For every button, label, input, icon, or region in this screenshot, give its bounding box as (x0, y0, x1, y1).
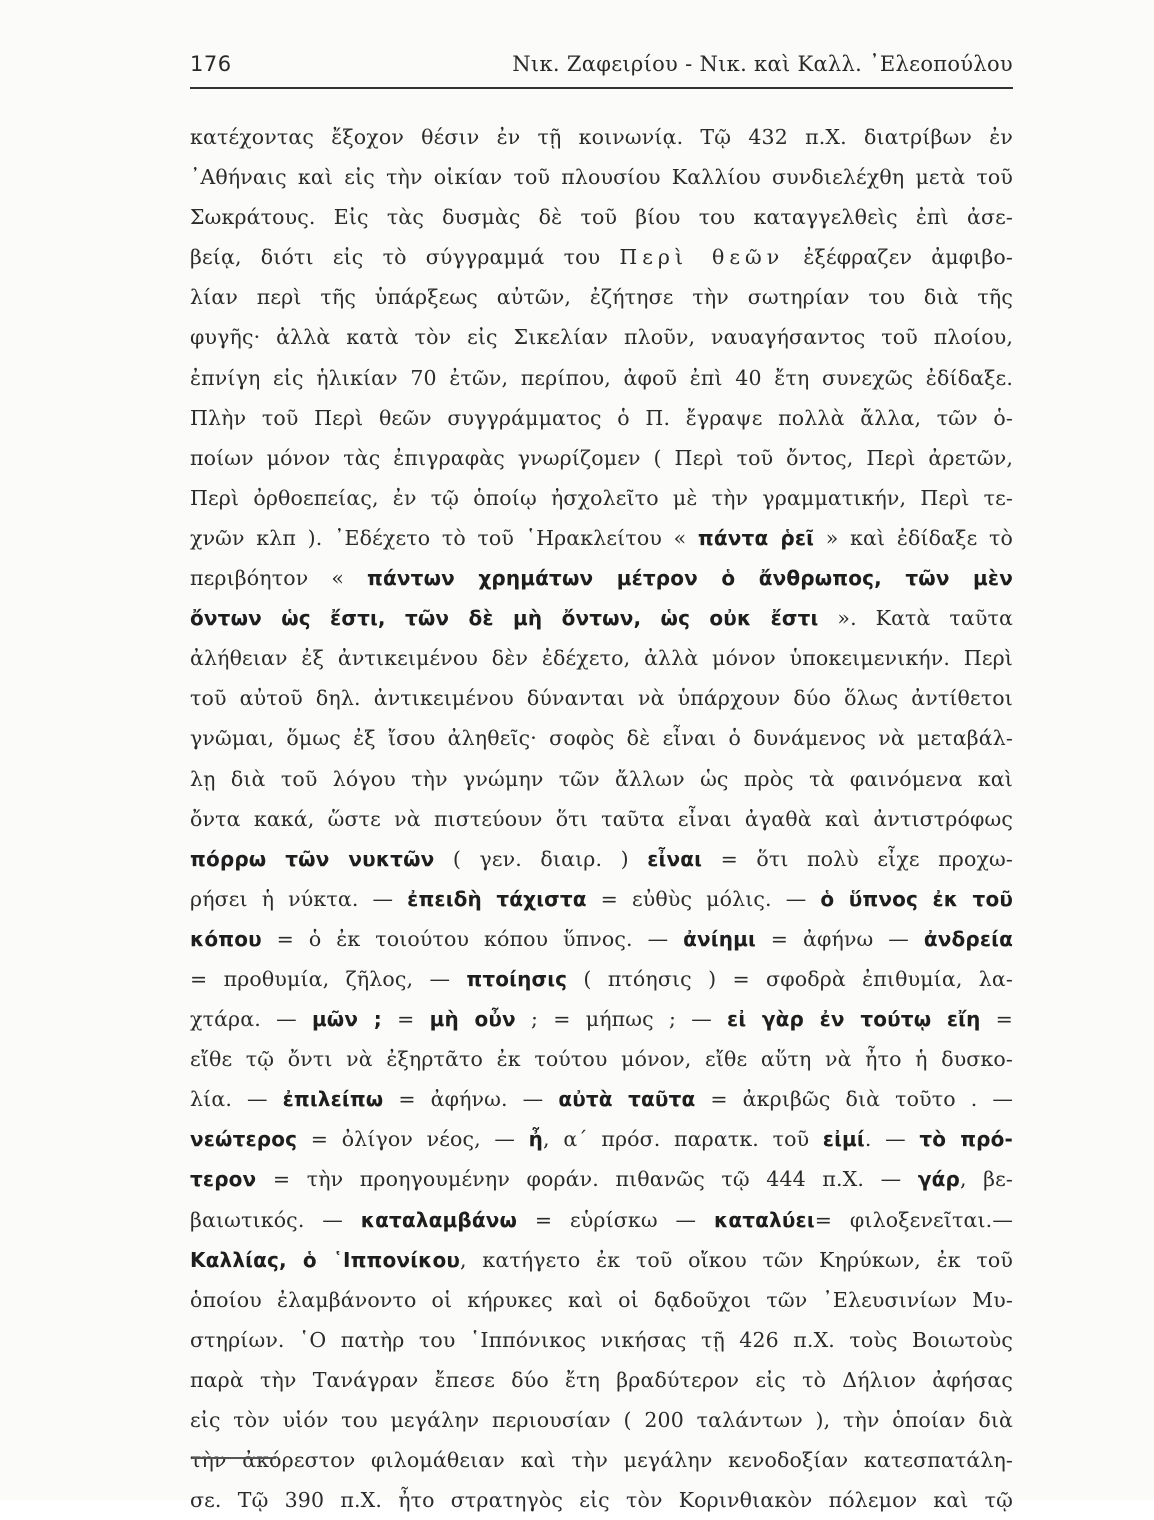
text-line (190, 678, 1013, 718)
text-run: ( πτόησις ) = σφοδρὰ ἐπιθυμία, λα- (567, 966, 1013, 991)
text-run: = (381, 1007, 430, 1032)
text-run: ( γεν. διαιρ. ) (434, 846, 648, 871)
text-line (190, 1280, 1013, 1320)
text-line (190, 959, 1013, 999)
running-head: Νικ. Ζαφειρίου - Νικ. καὶ Καλλ. ᾿Ελεοπούλου (512, 52, 1013, 76)
bold-term: πτοίησις (466, 966, 568, 991)
text-run: , βε- (959, 1167, 1013, 1192)
text-run: ἀλήθειαν ἐξ ἀντικειμένου δὲν ἐδέχετο, ἀλλὰ μόνον ὑποκειμενικήν. Περὶ (190, 646, 1013, 671)
bold-term: ἦ (528, 1127, 544, 1152)
text-run: = φιλοξενεῖται.— (814, 1207, 1014, 1232)
text-run: σε. Τῷ 390 π.Χ. ἦτο στρατηγὸς εἰς τὸν Κορινθιακὸν πόλεμον καὶ τῷ (190, 1488, 1013, 1513)
text-run: ρήσει ἡ νύκτα. — (190, 886, 408, 911)
text-line (190, 839, 1013, 879)
bold-term: ὁ ὕπνος ἐκ τοῦ (820, 886, 1013, 911)
text-line (190, 1480, 1013, 1520)
text-line (190, 718, 1013, 758)
bold-term: ἐπειδὴ τάχιστα (407, 886, 587, 911)
text-run: χτάρα. — (190, 1007, 312, 1032)
text-line (190, 518, 1013, 558)
text-run: = ἀφήνω. — (383, 1087, 559, 1112)
text-run: Σωκράτους. Εἰς τὰς δυσμὰς δὲ τοῦ βίου του καταγγελθεὶς ἐπὶ ἀσε- (190, 205, 1013, 230)
text-line (190, 598, 1013, 638)
text-run: = ἀφήνω — (755, 926, 924, 951)
text-line (190, 999, 1013, 1039)
text-line (190, 1200, 1013, 1240)
text-run: = ὅτι πολὺ εἶχε προχω- (702, 846, 1013, 871)
bold-term: αὐτὰ ταῦτα (558, 1087, 696, 1112)
text-run: ». Κατὰ ταῦτα (818, 606, 1013, 631)
text-line (190, 919, 1013, 959)
text-run: ὁποίου ἐλαμβάνοντο οἱ κήρυκες καὶ οἱ δᾳδοῦχοι τῶν ᾿Ελευσινίων Μυ- (190, 1287, 1013, 1312)
text-run: » καὶ ἐδίδαξε τὸ (814, 525, 1013, 550)
text-run: , κατήγετο ἐκ τοῦ οἴκου τῶν Κηρύκων, ἐκ τοῦ (460, 1247, 1014, 1272)
text-run: = προθυμία, ζῆλος, — (190, 966, 467, 991)
text-run: , α΄ πρόσ. παρατκ. τοῦ (543, 1127, 823, 1152)
text-run: φυγῆς· ἀλλὰ κατὰ τὸν εἰς Σικελίαν πλοῦν, ναυαγήσαντος τοῦ πλοίου, (190, 325, 1013, 350)
text-line (190, 1240, 1013, 1280)
text-line (190, 1079, 1013, 1119)
text-run: Περὶ ὀρθοεπείας, ἐν τῷ ὁποίῳ ἠσχολεῖτο μὲ τὴν γραμματικήν, Περὶ τε- (190, 485, 1013, 510)
text-line (190, 237, 1013, 277)
text-line (190, 1039, 1013, 1079)
text-run: χνῶν κλπ ). ᾿Εδέχετο τὸ τοῦ ῾Ηρακλείτου « (190, 525, 698, 550)
text-run: στηρίων. ῾Ο πατὴρ του ῾Ιππόνικος νικήσας τῇ 426 π.Χ. τοὺς Βοιωτοὺς (190, 1327, 1013, 1352)
spaced-title: Περὶ θεῶν (619, 245, 785, 270)
text-run: = ὀλίγον νέος, — (297, 1127, 529, 1152)
text-run: . — (864, 1127, 920, 1152)
text-run: περιβόητον « (190, 566, 368, 591)
text-line (190, 1119, 1013, 1159)
bold-term: εἰ γὰρ ἐν τούτῳ εἴη (727, 1007, 981, 1032)
text-run: ὄντα κακά, ὥστε νὰ πιστεύουν ὅτι ταῦτα εἶναι ἀγαθὰ καὶ ἀντιστρόφως (190, 806, 1013, 831)
text-line (190, 558, 1013, 598)
text-run: ; = μήπως ; — (515, 1007, 728, 1032)
text-line (190, 1159, 1013, 1199)
text-run: τοῦ αὐτοῦ δηλ. ἀντικειμένου δύνανται νὰ ὑπάρχουν δύο ὅλως ἀντίθετοι (190, 686, 1013, 711)
text-run: βαιωτικός. — (190, 1207, 361, 1232)
bold-term: ὄντων ὡς ἔστι, τῶν δὲ μὴ ὄντων, ὡς οὐκ ἔστι (190, 606, 819, 631)
bold-term: τὸ πρό- (919, 1127, 1013, 1152)
text-line (190, 879, 1013, 919)
bold-term: πάντα ῥεῖ (697, 525, 815, 550)
text-line (190, 197, 1013, 237)
bold-term: εἶναι (647, 846, 703, 871)
bold-term: πόρρω τῶν νυκτῶν (190, 846, 435, 871)
header-rule (190, 87, 1013, 89)
text-run: εἰς τὸν υἱόν του μεγάλην περιουσίαν ( 200 ταλάντων ), τὴν ὁποίαν διὰ (190, 1408, 1013, 1432)
text-run: = εὑρίσκω — (517, 1207, 715, 1232)
page-header (190, 52, 1013, 92)
text-run: = εὐθὺς μόλις. — (586, 886, 821, 911)
text-run: κατέχοντας ἔξοχον θέσιν ἐν τῇ κοινωνίᾳ. Τῷ 432 π.Χ. διατρίβων ἐν (190, 125, 1013, 149)
bold-term: γάρ (917, 1167, 960, 1192)
bold-term: ἐπιλείπω (282, 1087, 384, 1112)
text-line (190, 277, 1013, 317)
text-line (190, 157, 1013, 197)
text-run: Πλὴν τοῦ Περὶ θεῶν συγγράμματος ὁ Π. ἔγραψε πολλὰ ἄλλα, τῶν ὁ- (190, 405, 1013, 430)
bold-term: ἀνίημι (683, 926, 756, 951)
page-number: 176 (190, 52, 232, 76)
bold-term: εἰμί (822, 1127, 865, 1152)
text-run: λία. — (190, 1087, 283, 1112)
bold-term: μὴ οὖν (429, 1007, 516, 1032)
text-line (190, 1440, 1013, 1480)
text-run: εἴθε τῷ ὄντι νὰ ἐξηρτᾶτο ἐκ τούτου μόνον, εἴθε αὕτη νὰ ἦτο ἡ δυσκο- (190, 1047, 1013, 1072)
text-run: = (980, 1007, 1013, 1032)
text-line (190, 1320, 1013, 1360)
text-line (190, 317, 1013, 357)
footer-rule (192, 1457, 276, 1459)
text-run: = τὴν προηγουμένην φοράν. πιθανῶς τῷ 444 π.Χ. — (256, 1167, 918, 1192)
text-run: τὴν ἀκόρεστον φιλομάθειαν καὶ τὴν μεγάλην κενοδοξίαν κατεσπατάλη- (190, 1448, 1013, 1473)
bold-term: πάντων χρημάτων μέτρον ὁ ἄνθρωπος, τῶν μὲν (367, 566, 1013, 591)
bold-term: κόπου (190, 926, 262, 951)
bold-term: νεώτερος (190, 1127, 298, 1152)
bold-term: Καλλίας, ὁ ῾Ιππονίκου (190, 1247, 461, 1272)
text-line (190, 478, 1013, 518)
body-text (190, 117, 1013, 1520)
text-line (190, 358, 1013, 398)
text-run: λίαν περὶ τῆς ὑπάρξεως αὐτῶν, ἐζήτησε τὴν σωτηρίαν του διὰ τῆς (190, 285, 1013, 310)
bold-term: ἀνδρεία (923, 926, 1013, 951)
text-line (190, 398, 1013, 438)
text-line (190, 438, 1013, 478)
text-run: βείᾳ, διότι εἰς τὸ σύγγραμμά του (190, 245, 620, 270)
text-line (190, 638, 1013, 678)
text-line (190, 1400, 1013, 1440)
text-line (190, 799, 1013, 839)
text-line (190, 117, 1013, 157)
text-run: παρὰ τὴν Τανάγραν ἔπεσε δύο ἔτη βραδύτερον εἰς τὸ Δήλιον ἀφήσας (190, 1367, 1013, 1392)
bold-term: μῶν ; (311, 1007, 382, 1032)
bold-term: καταλαμβάνω (360, 1207, 518, 1232)
text-run: ἐξέφραζεν ἀμφιβο- (784, 245, 1013, 270)
text-run: = ἀκριβῶς διὰ τοῦτο . — (695, 1087, 1013, 1112)
text-run: ποίων μόνον τὰς ἐπιγραφὰς γνωρίζομεν ( Περὶ τοῦ ὄντος, Περὶ ἀρετῶν, (190, 445, 1013, 470)
bold-term: τερον (190, 1167, 257, 1192)
text-line (190, 759, 1013, 799)
text-line (190, 1360, 1013, 1400)
text-run: ᾿Αθήναις καὶ εἰς τὴν οἰκίαν τοῦ πλουσίου Καλλίου συνδιελέχθη μετὰ τοῦ (190, 165, 1013, 190)
text-run: λῃ διὰ τοῦ λόγου τὴν γνώμην τῶν ἄλλων ὡς πρὸς τὰ φαινόμενα καὶ (190, 766, 1013, 791)
text-run: ἐπνίγη εἰς ἡλικίαν 70 ἐτῶν, περίπου, ἀφοῦ ἐπὶ 40 ἔτη συνεχῶς ἐδίδαξε. (190, 365, 1013, 390)
text-run: γνῶμαι, ὅμως ἐξ ἴσου ἀληθεῖς· σοφὸς δὲ εἶναι ὁ δυνάμενος νὰ μεταβάλ- (190, 726, 1013, 751)
text-run: = ὁ ἐκ τοιούτου κόπου ὕπνος. — (261, 926, 684, 951)
bold-term: καταλύει (714, 1207, 815, 1232)
